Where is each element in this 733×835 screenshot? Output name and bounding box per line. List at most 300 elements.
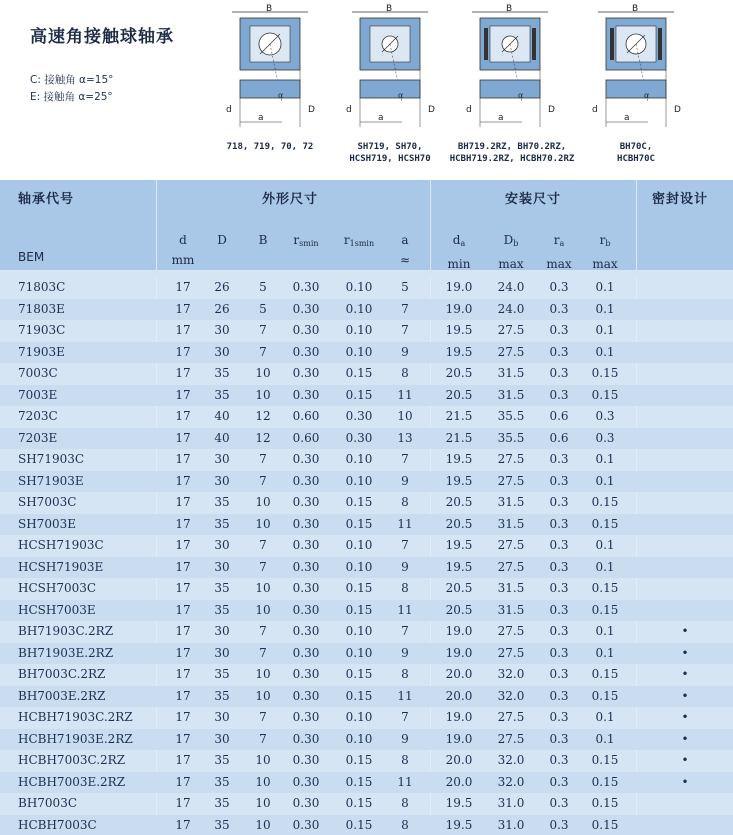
seal-marker xyxy=(655,535,715,557)
table-cell: 8 xyxy=(401,817,409,832)
bearing-model: SH7003E xyxy=(18,516,76,531)
table-cell: 17 xyxy=(175,602,191,617)
table-cell: 0.15 xyxy=(591,774,619,789)
table-cell: 10 xyxy=(255,516,271,531)
table-cell: 0.15 xyxy=(591,667,619,681)
table-cell: 0.15 xyxy=(591,516,619,531)
table-cell: 17 xyxy=(175,667,191,681)
table-cell: 7 xyxy=(401,624,409,638)
bearing-model: BH7003C.2RZ xyxy=(18,667,106,681)
table-cell: 19.0 xyxy=(445,301,473,316)
table-cell: 11 xyxy=(397,516,413,531)
table-cell: 8 xyxy=(401,366,409,380)
table-cell: 7 xyxy=(401,538,409,552)
table-row xyxy=(0,342,733,364)
table-cell: 35 xyxy=(214,602,230,617)
table-cell: 19.5 xyxy=(445,796,473,810)
table-cell: 0.3 xyxy=(549,645,569,660)
table-cell: 10 xyxy=(255,796,271,810)
table-cell: 0.30 xyxy=(292,538,320,552)
table-cell: 31.5 xyxy=(497,366,525,380)
table-cell: 17 xyxy=(175,301,191,316)
table-cell: 19.5 xyxy=(445,817,473,832)
table-cell: 10 xyxy=(255,387,271,402)
svg-text:B: B xyxy=(506,4,513,14)
svg-text:D: D xyxy=(548,105,555,115)
table-cell: 0.30 xyxy=(292,516,320,531)
diagram-bh-c xyxy=(586,2,686,137)
bearing-model: HCBH71903C.2RZ xyxy=(18,710,133,724)
table-cell: 0.15 xyxy=(345,581,373,595)
table-cell: 30 xyxy=(214,559,230,574)
seal-marker xyxy=(655,492,715,514)
table-cell: 0.10 xyxy=(345,301,373,316)
table-cell: 35 xyxy=(214,366,230,380)
bearing-model: HCBH7003C.2RZ xyxy=(18,753,126,767)
table-cell: 30 xyxy=(214,452,230,466)
table-row xyxy=(0,578,733,600)
table-cell: 19.5 xyxy=(445,344,473,359)
table-cell: 9 xyxy=(401,731,409,746)
table-cell: 0.30 xyxy=(292,452,320,466)
table-cell: 27.5 xyxy=(497,710,525,724)
table-cell: 10 xyxy=(255,602,271,617)
table-cell: 35.5 xyxy=(497,409,525,423)
table-cell: 0.30 xyxy=(292,495,320,509)
table-cell: 35 xyxy=(214,516,230,531)
table-cell: 31.5 xyxy=(497,602,525,617)
table-cell: 10 xyxy=(255,495,271,509)
table-cell: 7 xyxy=(259,538,267,552)
table-cell: 0.15 xyxy=(345,602,373,617)
table-cell: 7 xyxy=(401,710,409,724)
table-cell: 0.3 xyxy=(549,581,569,595)
table-cell: 12 xyxy=(255,430,271,445)
table-cell: 0.30 xyxy=(292,280,320,294)
column-header: $D_b$ max xyxy=(498,233,524,271)
table-cell: 10 xyxy=(255,817,271,832)
svg-text:α: α xyxy=(644,91,650,100)
table-cell: 0.15 xyxy=(345,753,373,767)
diagram-caption-2: SH719, SH70, HCSH719, HCSH70 xyxy=(349,142,431,164)
diagram-caption-3: BH719.2RZ, BH70.2RZ, HCBH719.2RZ, HCBH70.2RZ xyxy=(449,142,575,164)
table-cell: 32.0 xyxy=(497,753,525,767)
table-cell: 19.0 xyxy=(445,731,473,746)
table-cell: 10 xyxy=(255,581,271,595)
diagram-sh xyxy=(340,2,440,137)
table-cell: 17 xyxy=(175,538,191,552)
table-cell: 30 xyxy=(214,538,230,552)
table-cell: 0.30 xyxy=(345,430,373,445)
table-cell: 19.0 xyxy=(445,710,473,724)
column-header: $r_a$ max xyxy=(546,233,572,271)
table-row xyxy=(0,385,733,407)
bearing-model: BH7003E.2RZ xyxy=(18,688,106,703)
table-cell: 0.3 xyxy=(549,688,569,703)
table-cell: 30 xyxy=(214,624,230,638)
seal-marker xyxy=(655,320,715,342)
table-cell: 27.5 xyxy=(497,645,525,660)
table-cell: 0.30 xyxy=(345,409,373,423)
table-cell: 30 xyxy=(214,473,230,488)
table-cell: 21.5 xyxy=(445,430,473,445)
table-cell: 27.5 xyxy=(497,624,525,638)
table-cell: 0.30 xyxy=(292,710,320,724)
svg-text:α: α xyxy=(518,91,524,100)
table-row xyxy=(0,686,733,708)
table-cell: 27.5 xyxy=(497,473,525,488)
table-cell: 0.10 xyxy=(345,473,373,488)
table-cell: 0.10 xyxy=(345,538,373,552)
seal-marker xyxy=(655,299,715,321)
table-cell: 17 xyxy=(175,387,191,402)
table-cell: 0.15 xyxy=(345,688,373,703)
table-cell: 0.15 xyxy=(591,688,619,703)
table-cell: 0.1 xyxy=(595,473,615,488)
table-cell: 0.15 xyxy=(591,366,619,380)
table-cell: 20.0 xyxy=(445,774,473,789)
page-title: 高速角接触球轴承 xyxy=(30,27,174,47)
table-cell: 17 xyxy=(175,452,191,466)
table-cell: 0.30 xyxy=(292,753,320,767)
table-cell: 17 xyxy=(175,688,191,703)
table-cell: 0.3 xyxy=(549,817,569,832)
table-cell: 0.15 xyxy=(345,817,373,832)
seal-marker: • xyxy=(681,667,689,681)
table-cell: 20.5 xyxy=(445,495,473,509)
table-cell: 0.1 xyxy=(595,710,615,724)
bearing-model: BH7003C xyxy=(18,796,78,810)
table-cell: 30 xyxy=(214,645,230,660)
table-row xyxy=(0,363,733,385)
table-cell: 0.15 xyxy=(345,796,373,810)
table-cell: 0.15 xyxy=(345,495,373,509)
bearing-model: 7203E xyxy=(18,430,58,445)
table-cell: 0.3 xyxy=(549,538,569,552)
table-cell: 0.10 xyxy=(345,323,373,337)
table-cell: 0.6 xyxy=(549,430,569,445)
table-cell: 17 xyxy=(175,323,191,337)
table-cell: 7 xyxy=(259,624,267,638)
table-row xyxy=(0,514,733,536)
table-cell: 32.0 xyxy=(497,774,525,789)
seal-marker xyxy=(655,793,715,815)
column-header: d mm xyxy=(171,233,195,267)
table-cell: 0.3 xyxy=(549,667,569,681)
table-cell: 10 xyxy=(255,753,271,767)
column-header: $r_b$ max xyxy=(592,233,618,271)
svg-text:α: α xyxy=(278,91,284,100)
table-cell: 20.0 xyxy=(445,667,473,681)
seal-marker xyxy=(655,342,715,364)
table-cell: 0.3 xyxy=(549,387,569,402)
table-cell: 35 xyxy=(214,495,230,509)
table-cell: 31.0 xyxy=(497,796,525,810)
svg-text:α: α xyxy=(398,91,404,100)
table-cell: 24.0 xyxy=(497,280,525,294)
table-cell: 8 xyxy=(401,796,409,810)
svg-text:d: d xyxy=(592,105,598,115)
table-cell: 0.60 xyxy=(292,430,320,445)
svg-text:d: d xyxy=(466,105,472,115)
table-cell: 32.0 xyxy=(497,667,525,681)
table-cell: 0.1 xyxy=(595,323,615,337)
table-cell: 11 xyxy=(397,688,413,703)
bearing-model: SH71903E xyxy=(18,473,84,488)
table-cell: 32.0 xyxy=(497,688,525,703)
header-dims: 外形尺寸 xyxy=(262,192,319,207)
table-row xyxy=(0,277,733,299)
table-cell: 0.15 xyxy=(591,753,619,767)
table-cell: 17 xyxy=(175,645,191,660)
table-cell: 17 xyxy=(175,366,191,380)
table-cell: 0.15 xyxy=(345,387,373,402)
table-cell: 0.1 xyxy=(595,559,615,574)
table-cell: 7 xyxy=(259,731,267,746)
seal-marker xyxy=(655,471,715,493)
table-cell: 35 xyxy=(214,667,230,681)
table-cell: 0.15 xyxy=(591,387,619,402)
table-cell: 0.30 xyxy=(292,688,320,703)
table-cell: 0.30 xyxy=(292,645,320,660)
table-cell: 20.5 xyxy=(445,602,473,617)
table-cell: 17 xyxy=(175,731,191,746)
bearing-model: SH7003C xyxy=(18,495,77,509)
table-cell: 0.3 xyxy=(549,301,569,316)
table-row xyxy=(0,621,733,643)
table-row xyxy=(0,492,733,514)
table-cell: 0.30 xyxy=(292,301,320,316)
table-cell: 0.15 xyxy=(345,667,373,681)
table-row xyxy=(0,449,733,471)
table-cell: 0.10 xyxy=(345,452,373,466)
table-cell: 0.10 xyxy=(345,645,373,660)
seal-marker xyxy=(655,385,715,407)
table-row xyxy=(0,320,733,342)
table-row xyxy=(0,600,733,622)
seal-marker xyxy=(655,406,715,428)
seal-marker xyxy=(655,815,715,835)
svg-text:D: D xyxy=(308,105,315,115)
table-cell: 35 xyxy=(214,817,230,832)
table-cell: 0.15 xyxy=(591,581,619,595)
table-cell: 27.5 xyxy=(497,559,525,574)
table-cell: 0.3 xyxy=(549,280,569,294)
table-cell: 17 xyxy=(175,796,191,810)
table-cell: 0.3 xyxy=(549,473,569,488)
table-cell: 0.1 xyxy=(595,624,615,638)
contact-angle-legend xyxy=(30,72,113,106)
table-row xyxy=(0,793,733,815)
bearing-model: 71803C xyxy=(18,280,66,294)
table-cell: 0.15 xyxy=(345,774,373,789)
diagram-standard xyxy=(220,2,320,137)
table-cell: 0.3 xyxy=(595,430,615,445)
table-cell: 19.5 xyxy=(445,323,473,337)
table-cell: 0.3 xyxy=(549,344,569,359)
table-cell: 17 xyxy=(175,280,191,294)
column-header: a ≈ xyxy=(399,233,411,267)
table-cell: 0.1 xyxy=(595,301,615,316)
column-header: $d_a$ min xyxy=(447,233,471,271)
seal-marker xyxy=(655,514,715,536)
bearing-model: 71903C xyxy=(18,323,66,337)
table-cell: 0.6 xyxy=(549,409,569,423)
table-cell: 19.0 xyxy=(445,280,473,294)
table-cell: 19.0 xyxy=(445,624,473,638)
bearing-model: 7203C xyxy=(18,409,58,423)
table-cell: 35 xyxy=(214,581,230,595)
seal-marker: • xyxy=(681,624,689,638)
table-cell: 0.30 xyxy=(292,774,320,789)
legend-e: E: 接触角 α=25° xyxy=(30,91,113,103)
seal-marker xyxy=(655,363,715,385)
table-cell: 0.30 xyxy=(292,624,320,638)
table-row xyxy=(0,557,733,579)
table-cell: 19.0 xyxy=(445,645,473,660)
table-cell: 0.1 xyxy=(595,645,615,660)
table-cell: 10 xyxy=(255,366,271,380)
svg-text:B: B xyxy=(266,4,273,14)
seal-marker xyxy=(655,428,715,450)
table-cell: 21.5 xyxy=(445,409,473,423)
table-row xyxy=(0,643,733,665)
table-cell: 19.5 xyxy=(445,559,473,574)
table-row xyxy=(0,815,733,835)
table-cell: 7 xyxy=(259,710,267,724)
table-cell: 0.10 xyxy=(345,344,373,359)
table-cell: 17 xyxy=(175,774,191,789)
bearing-diagrams xyxy=(208,2,733,170)
table-cell: 26 xyxy=(214,280,230,294)
table-cell: 7 xyxy=(259,473,267,488)
bearing-model: 7003E xyxy=(18,387,58,402)
bearing-model: HCSH7003C xyxy=(18,581,97,595)
bearing-model: 7003C xyxy=(18,366,58,380)
table-cell: 8 xyxy=(401,753,409,767)
table-row xyxy=(0,299,733,321)
bearing-model: HCBH7003E.2RZ xyxy=(18,774,126,789)
seal-marker xyxy=(655,578,715,600)
table-cell: 17 xyxy=(175,581,191,595)
table-cell: 7 xyxy=(401,301,409,316)
spec-table xyxy=(0,180,733,835)
table-cell: 31.5 xyxy=(497,581,525,595)
table-cell: 17 xyxy=(175,753,191,767)
table-cell: 0.30 xyxy=(292,817,320,832)
svg-text:d: d xyxy=(346,105,352,115)
svg-text:a: a xyxy=(498,113,504,123)
table-cell: 17 xyxy=(175,516,191,531)
table-cell: 9 xyxy=(401,473,409,488)
table-cell: 0.10 xyxy=(345,710,373,724)
table-cell: 5 xyxy=(259,301,267,316)
diagram-caption-4: BH70C, HCBH70C xyxy=(617,142,655,164)
table-cell: 0.10 xyxy=(345,280,373,294)
table-cell: 0.1 xyxy=(595,731,615,746)
table-cell: 5 xyxy=(401,280,409,294)
bearing-model: HCSH71903E xyxy=(18,559,104,574)
table-cell: 0.1 xyxy=(595,538,615,552)
table-cell: 31.5 xyxy=(497,516,525,531)
table-cell: 30 xyxy=(214,344,230,359)
table-cell: 0.30 xyxy=(292,387,320,402)
bearing-model: HCBH7003C xyxy=(18,817,97,832)
table-cell: 19.5 xyxy=(445,473,473,488)
table-cell: 0.30 xyxy=(292,559,320,574)
svg-text:D: D xyxy=(428,105,435,115)
table-cell: 0.10 xyxy=(345,624,373,638)
table-cell: 0.1 xyxy=(595,452,615,466)
table-cell: 17 xyxy=(175,817,191,832)
table-cell: 0.30 xyxy=(292,473,320,488)
header-seal: 密封设计 xyxy=(652,192,709,207)
table-cell: 30 xyxy=(214,731,230,746)
bearing-model: 71803E xyxy=(18,301,65,316)
table-cell: 20.5 xyxy=(445,366,473,380)
table-cell: 27.5 xyxy=(497,538,525,552)
table-cell: 31.5 xyxy=(497,387,525,402)
seal-marker: • xyxy=(681,753,689,767)
table-cell: 0.15 xyxy=(591,817,619,832)
table-cell: 7 xyxy=(259,323,267,337)
table-cell: 12 xyxy=(255,409,271,423)
table-cell: 26 xyxy=(214,301,230,316)
table-cell: 17 xyxy=(175,624,191,638)
svg-text:a: a xyxy=(378,113,384,123)
table-cell: 30 xyxy=(214,323,230,337)
table-cell: 0.3 xyxy=(595,409,615,423)
seal-marker: • xyxy=(681,710,689,724)
svg-text:d: d xyxy=(226,105,232,115)
table-cell: 0.3 xyxy=(549,495,569,509)
bearing-model: HCBH71903E.2RZ xyxy=(18,731,133,746)
table-cell: 35.5 xyxy=(497,430,525,445)
table-cell: 0.30 xyxy=(292,602,320,617)
table-cell: 35 xyxy=(214,688,230,703)
table-cell: 9 xyxy=(401,559,409,574)
table-cell: 35 xyxy=(214,753,230,767)
table-cell: 0.1 xyxy=(595,280,615,294)
table-cell: 7 xyxy=(259,452,267,466)
table-cell: 0.15 xyxy=(591,602,619,617)
table-cell: 0.3 xyxy=(549,774,569,789)
bearing-section-diagram xyxy=(460,2,560,137)
table-cell: 7 xyxy=(259,559,267,574)
seal-marker: • xyxy=(681,688,689,703)
bearing-model: SH71903C xyxy=(18,452,85,466)
table-cell: 40 xyxy=(214,409,230,423)
seal-marker: • xyxy=(681,774,689,789)
bearing-section-diagram xyxy=(220,2,320,137)
table-cell: 10 xyxy=(397,409,413,423)
column-header: $r_{1smin}$ xyxy=(343,233,375,248)
bearing-model: HCSH7003E xyxy=(18,602,96,617)
table-cell: 24.0 xyxy=(497,301,525,316)
table-row xyxy=(0,707,733,729)
table-cell: 9 xyxy=(401,344,409,359)
bearing-model: HCSH71903C xyxy=(18,538,104,552)
svg-text:a: a xyxy=(258,113,264,123)
bearing-section-diagram xyxy=(340,2,440,137)
bearing-section-diagram xyxy=(586,2,686,137)
column-header: $r_{smin}$ xyxy=(293,233,319,248)
table-cell: 10 xyxy=(255,774,271,789)
table-row xyxy=(0,772,733,794)
bearing-model: BH71903E.2RZ xyxy=(18,645,114,660)
table-cell: 0.3 xyxy=(549,323,569,337)
table-cell: 8 xyxy=(401,495,409,509)
